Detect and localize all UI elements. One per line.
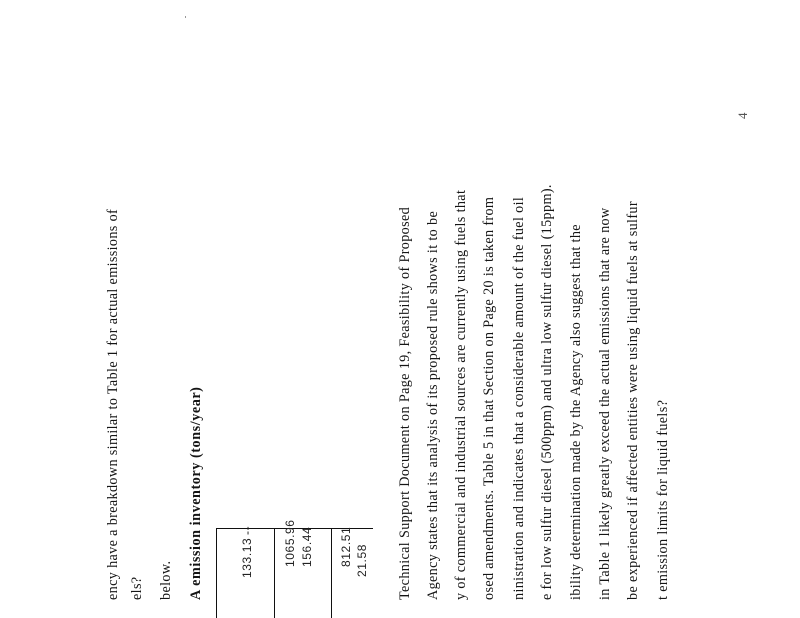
document-page: ency have a breakdown similar to Table 1 for actual emissions of els? below. A emission inventory (tons/year) 133.13 -- 1065.96 156.44 812.51 21.58 Technical Support Document on Page 19, Feasibility of Proposed Agency states that its analysis of its proposed rule shows it to be y of commercial and industrial sources are currently using fuels that osed amendments. Table 5 in that Section on Page 20 is taken from ninistration and indicates that a considerable amount of the fuel oil e for low sulfur diesel (500ppm) and ultra low sulfur diesel (15ppm). ibility determination made by the Agency also suggest that the in Table 1 likely greatly exceed the actual emissions that are now be experienced if affected entities were using liquid fuels at sulfur t emission limits for liquid fuels? 4 [0, 0, 800, 618]
table-divider [331, 529, 332, 618]
table-divider [274, 529, 275, 618]
scan-speck [185, 16, 186, 18]
emission-inventory-table: 133.13 -- 1065.96 156.44 812.51 21.58 [216, 528, 373, 618]
